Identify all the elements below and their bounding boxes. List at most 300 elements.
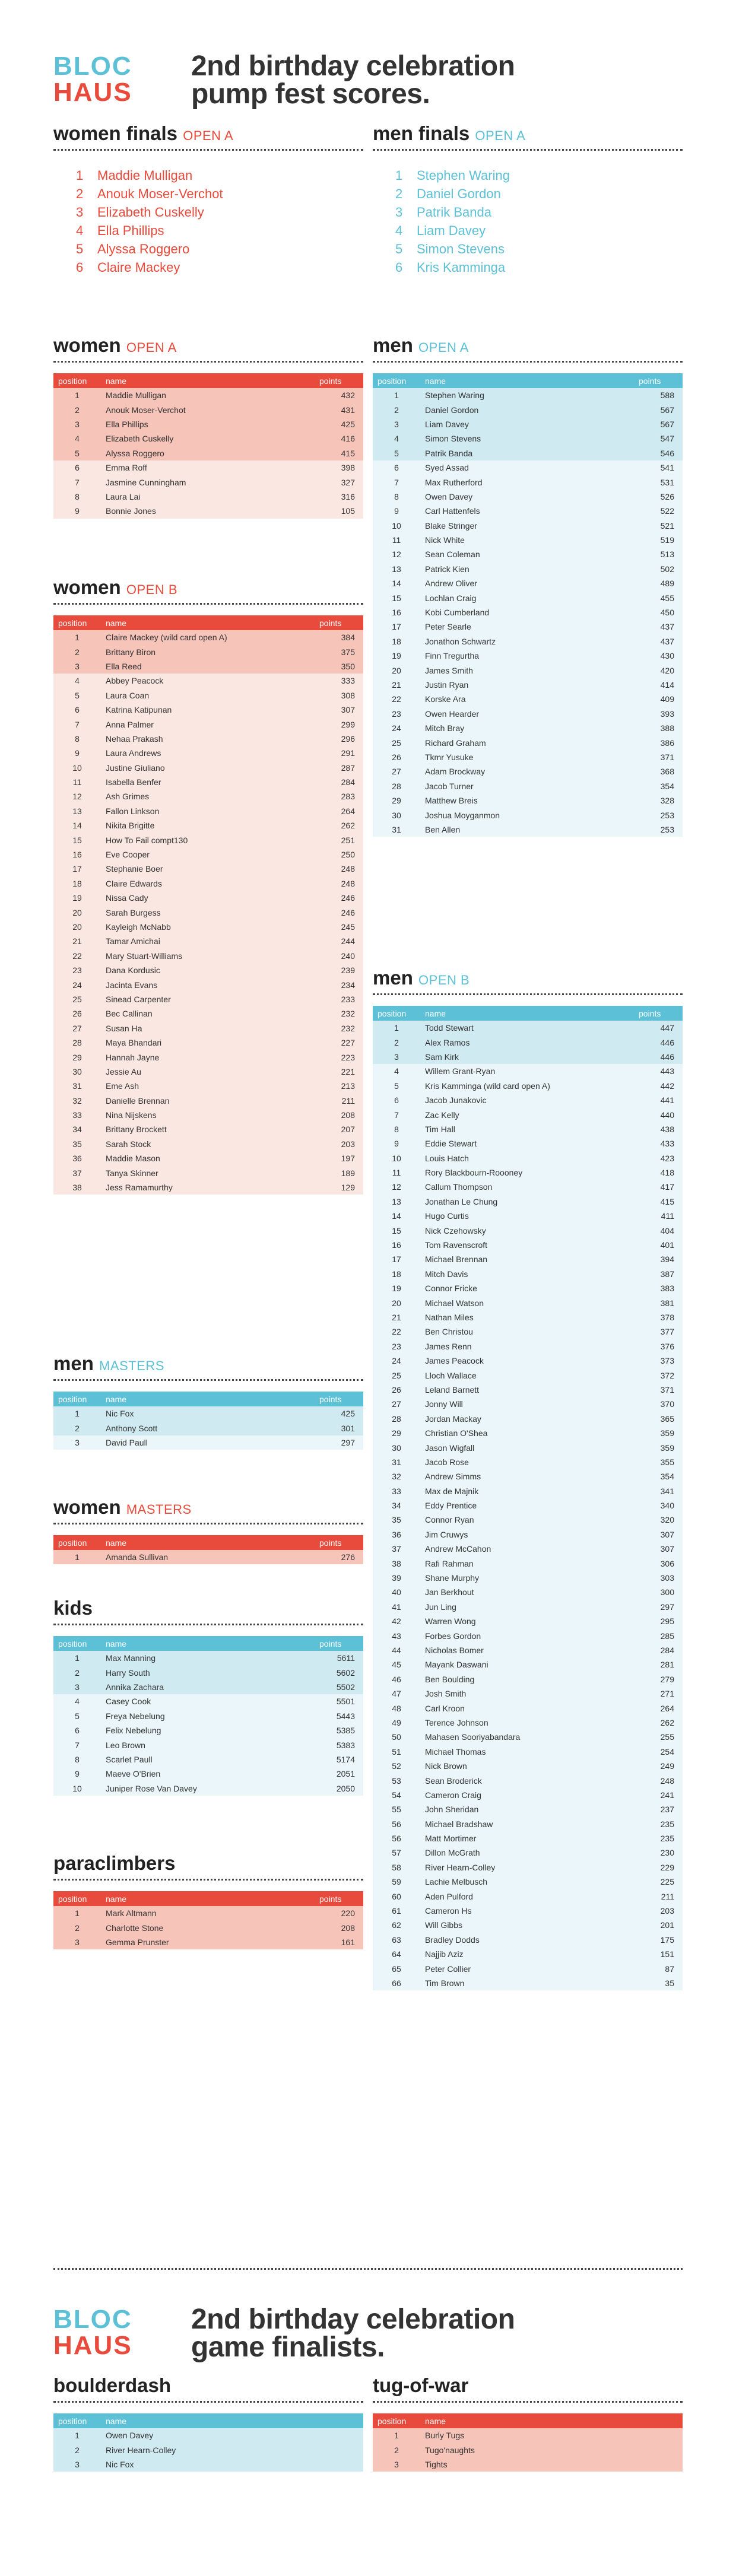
cell-name: Abbey Peacock [101,674,315,688]
cell-name: Charlotte Stone [101,1920,315,1935]
cell-points: 245 [315,920,363,934]
cell-points: 502 [634,562,683,576]
cell-points: 283 [315,789,363,803]
finalist-name: Kris Kamminga [417,260,506,275]
cell-points: 489 [634,576,683,590]
cell-position: 25 [373,735,420,749]
cell-points: 377 [634,1324,683,1339]
paraclimbers-section [53,1851,363,1949]
section-title: men [53,1352,94,1374]
cell-points: 241 [634,1788,683,1802]
finalist-name: Claire Mackey [97,260,180,275]
table-row [53,1665,363,1679]
cell-position: 19 [373,1281,420,1295]
table-header-row [53,2413,363,2428]
table-row [373,1295,683,1310]
cell-name: Nic Fox [101,2457,363,2472]
section-heading [373,333,683,360]
cell-name: Carl Kroon [420,1701,634,1715]
cell-name: Ella Reed [101,659,315,674]
table-row [373,1976,683,1990]
cell-name: Callum Thompson [420,1180,634,1194]
cell-name: Shane Murphy [420,1571,634,1585]
table-row [373,1209,683,1223]
cell-points: 373 [634,1354,683,1368]
cell-name: Ash Grimes [101,789,315,803]
table-row [53,1079,363,1093]
table-row [373,1455,683,1469]
table-row [373,1860,683,1875]
cell-name: Susan Ha [101,1021,315,1036]
cell-name: Owen Davey [420,490,634,504]
cell-points: 447 [634,1021,683,1035]
cell-position: 5 [373,446,420,460]
table-row [373,1050,683,1064]
col-header-points: points [634,373,683,388]
cell-position: 26 [373,750,420,764]
cell-name: Amanda Sullivan [101,1550,315,1564]
cell-name: Justine Giuliano [101,761,315,775]
table-row [53,1050,363,1064]
cell-position: 3 [53,1935,101,1949]
cell-points: 271 [634,1686,683,1701]
cell-points: 285 [634,1628,683,1643]
cell-name: Freya Nebelung [101,1709,315,1723]
table-row [373,1412,683,1426]
cell-name: Tamar Amichai [101,934,315,948]
table-header-row [373,2413,683,2428]
cell-name: Sinead Carpenter [101,992,315,1006]
cell-position: 56 [373,1831,420,1846]
cell-name: Juniper Rose Van Davey [101,1781,315,1796]
cell-position: 1 [53,630,101,644]
cell-position: 2 [53,1665,101,1679]
col-header-name: name [420,1006,634,1021]
cell-points: 223 [315,1050,363,1064]
cell-name: Will Gibbs [420,1918,634,1932]
boulderdash-section [53,2374,363,2472]
cell-points: 328 [634,793,683,808]
table-row [373,764,683,779]
cell-name: Alyssa Roggero [101,446,315,460]
col-header-name: name [101,373,315,388]
cell-name: Maddie Mason [101,1151,315,1165]
cell-position: 58 [373,1860,420,1875]
cell-position: 11 [53,775,101,789]
cell-position: 34 [53,1122,101,1136]
table-row [53,1006,363,1021]
cell-points: 333 [315,674,363,688]
cell-position: 13 [53,804,101,818]
finalist-rank: 1 [395,168,403,183]
section-title: women [53,576,121,598]
table-row [53,789,363,803]
cell-points: 417 [634,1180,683,1194]
cell-points: 5174 [315,1752,363,1767]
table-row [373,721,683,735]
cell-position: 20 [53,905,101,919]
cell-position: 28 [373,1412,420,1426]
cell-position: 29 [373,1426,420,1440]
cell-points: 420 [634,663,683,677]
table-row [373,2442,683,2457]
cell-points: 201 [634,1918,683,1932]
cell-position: 38 [53,1180,101,1195]
section-heading [53,1851,363,1878]
cell-position: 45 [373,1657,420,1672]
cell-position: 3 [53,659,101,674]
col-header-name: name [101,1636,315,1651]
dotted-divider [373,993,683,995]
cell-position: 22 [373,1324,420,1339]
table-row [373,1672,683,1686]
cell-points: 250 [315,847,363,862]
table-row [373,1961,683,1975]
cell-name: Jun Ling [420,1600,634,1614]
table-row [373,1180,683,1194]
cell-points: 296 [315,732,363,746]
cell-position: 37 [53,1165,101,1180]
table-row [53,1694,363,1708]
cell-position: 20 [53,920,101,934]
table-row [53,460,363,475]
cell-position: 36 [373,1527,420,1542]
cell-name: Gemma Prunster [101,1935,315,1949]
cell-points: 442 [634,1079,683,1093]
cell-points: 232 [315,1006,363,1021]
cell-points: 431 [315,402,363,417]
cell-position: 5 [53,1709,101,1723]
cell-name: Ben Allen [420,822,634,837]
cell-name: Najjib Aziz [420,1947,634,1961]
cell-name: Lloch Wallace [420,1368,634,1382]
cell-position: 61 [373,1904,420,1918]
cell-name: Anthony Scott [101,1421,315,1435]
finalist-name: Alyssa Roggero [97,242,190,256]
cell-points: 197 [315,1151,363,1165]
cell-position: 29 [53,1050,101,1064]
cell-name: Cameron Craig [420,1788,634,1802]
cell-name: Hugo Curtis [420,1209,634,1223]
table-row [53,1180,363,1195]
section-heading [53,333,363,360]
table-row [53,1435,363,1450]
men-open-b-section [373,966,683,1990]
col-header-points: points [315,1891,363,1906]
table-row [53,2457,363,2472]
cell-name: River Hearn-Colley [101,2442,363,2457]
section-heading [53,1596,363,1622]
cell-name: Brittany Biron [101,644,315,659]
finalist-rank: 2 [395,186,403,201]
dotted-divider [53,361,363,363]
table-row [53,920,363,934]
cell-points: 230 [634,1846,683,1860]
col-header-points: points [634,1006,683,1021]
table-row [53,1723,363,1738]
cell-points: 398 [315,460,363,475]
cell-name: Bradley Dodds [420,1933,634,1947]
cell-name: Elizabeth Cuskelly [101,431,315,446]
cell-name: Nehaa Prakash [101,732,315,746]
cell-name: Leland Barnett [420,1383,634,1397]
cell-name: Tim Hall [420,1122,634,1136]
dotted-divider [373,149,683,151]
cell-position: 47 [373,1686,420,1701]
cell-position: 27 [373,1397,420,1411]
cell-points: 388 [634,721,683,735]
cell-name: Jacob Rose [420,1455,634,1469]
cell-position: 8 [53,490,101,504]
cell-name: John Sheridan [420,1802,634,1816]
cell-position: 48 [373,1701,420,1715]
cell-points: 316 [315,490,363,504]
cell-position: 6 [53,460,101,475]
table-row [373,1947,683,1961]
cell-points: 430 [634,649,683,663]
cell-position: 66 [373,1976,420,1990]
cell-name: Tugo'naughts [420,2442,683,2457]
cell-points: 320 [634,1513,683,1527]
cell-position: 2 [53,1920,101,1935]
col-header-name: name [101,2413,363,2428]
cell-name: Jim Cruwys [420,1527,634,1542]
table-row [53,1680,363,1694]
table-header-row [373,1006,683,1021]
tug-of-war-section [373,2374,683,2472]
cell-points: 175 [634,1933,683,1947]
table-row [53,732,363,746]
cell-position: 8 [373,490,420,504]
cell-name: How To Fail compt130 [101,833,315,847]
cell-position: 4 [53,1694,101,1708]
table-header-row [53,1392,363,1406]
finalist-name: Liam Davey [417,223,486,238]
table-row [373,533,683,547]
cell-position: 5 [373,1079,420,1093]
cell-name: Jasmine Cunningham [101,475,315,489]
cell-name: Hannah Jayne [101,1050,315,1064]
section-subtitle: OPEN A [418,340,469,355]
table-row [373,678,683,692]
cell-name: Tights [420,2457,683,2472]
cell-name: Matt Mortimer [420,1831,634,1846]
cell-points: 375 [315,644,363,659]
cell-position: 1 [53,1906,101,1920]
cell-position: 3 [53,417,101,431]
cell-position: 1 [53,2428,101,2442]
table-row [373,1875,683,1889]
table-row [373,808,683,822]
table-row [53,475,363,489]
cell-name: Richard Graham [420,735,634,749]
finalist-name: Patrik Banda [417,205,491,220]
scores-table [373,373,683,837]
table-row [373,1628,683,1643]
cell-position: 6 [53,703,101,717]
men-finals-section [373,122,683,277]
cell-position: 7 [373,475,420,489]
cell-points: 246 [315,891,363,905]
cell-points: 213 [315,1079,363,1093]
table-row [373,1021,683,1035]
cell-name: Patrick Kien [420,562,634,576]
cell-position: 30 [53,1065,101,1079]
cell-points: 251 [315,833,363,847]
cell-name: Eve Cooper [101,847,315,862]
cell-name: Stephen Waring [420,388,634,402]
cell-name: Liam Davey [420,417,634,431]
cell-name: Daniel Gordon [420,402,634,417]
table-row [373,1122,683,1136]
cell-name: Eme Ash [101,1079,315,1093]
cell-points: 354 [634,779,683,793]
section-title: boulderdash [53,2374,172,2396]
table-row [53,446,363,460]
table-row [373,1310,683,1324]
cell-position: 42 [373,1614,420,1628]
dotted-divider [373,361,683,363]
col-header-name: name [101,1535,315,1550]
table-row [53,1651,363,1665]
table-row [373,431,683,446]
section-subtitle: OPEN B [126,582,177,597]
cell-position: 2 [373,1035,420,1049]
table-row [373,1904,683,1918]
cell-position: 3 [53,2457,101,2472]
cell-position: 17 [53,862,101,876]
cell-points: 372 [634,1368,683,1382]
cell-points: 5385 [315,1723,363,1738]
cell-points: 297 [634,1600,683,1614]
table-row [373,1136,683,1151]
cell-position: 29 [373,793,420,808]
cell-name: Owen Davey [101,2428,363,2442]
cell-points: 233 [315,992,363,1006]
cell-points: 409 [634,692,683,706]
table-row [373,1238,683,1252]
cell-position: 18 [373,634,420,649]
col-header-name: name [420,2413,683,2428]
finals-list [53,166,363,277]
cell-name: James Peacock [420,1354,634,1368]
table-row [53,490,363,504]
table-row [373,460,683,475]
table-row [373,1542,683,1556]
table-row [53,1406,363,1421]
finalist-name: Elizabeth Cuskelly [97,205,204,220]
table-row [373,1686,683,1701]
table-row [53,674,363,688]
table-row [373,620,683,634]
cell-points: 350 [315,659,363,674]
table-row [53,1108,363,1122]
table-row [373,417,683,431]
finalist-rank: 6 [76,260,84,275]
cell-points: 244 [315,934,363,948]
table-row [373,1773,683,1787]
cell-points: 279 [634,1672,683,1686]
cell-position: 22 [373,692,420,706]
cell-name: Nick Czehowsky [420,1223,634,1237]
cell-name: David Paull [101,1435,315,1450]
cell-position: 23 [53,963,101,977]
cell-name: Kayleigh McNabb [101,920,315,934]
cell-name: Michael Watson [420,1295,634,1310]
cell-points: 306 [634,1556,683,1570]
table-row [373,1918,683,1932]
cell-points: 415 [634,1195,683,1209]
svg-text:BLOC: BLOC [53,52,132,81]
cell-points: 262 [315,818,363,833]
cell-position: 7 [53,1738,101,1752]
cell-points: 341 [634,1484,683,1498]
cell-position: 1 [53,1651,101,1665]
cell-points: 387 [634,1267,683,1281]
col-header-position: position [373,373,420,388]
cell-name: Nathan Miles [420,1310,634,1324]
cell-points: 295 [634,1614,683,1628]
cell-position: 17 [373,1252,420,1266]
dotted-divider [53,603,363,605]
table-row [53,775,363,789]
table-row [373,1816,683,1831]
cell-position: 46 [373,1672,420,1686]
cell-points: 378 [634,1310,683,1324]
table-row [373,1730,683,1744]
cell-name: Connor Ryan [420,1513,634,1527]
section-heading [53,1495,363,1522]
finalist-rank: 4 [76,223,84,238]
cell-name: Justin Ryan [420,678,634,692]
cell-position: 40 [373,1585,420,1599]
section-subtitle: OPEN A [126,340,177,355]
cell-position: 28 [373,779,420,793]
cell-points: 394 [634,1252,683,1266]
cell-position: 43 [373,1628,420,1643]
cell-position: 9 [373,504,420,518]
finalist-name: Simon Stevens [417,242,505,256]
cell-name: Fallon Linkson [101,804,315,818]
section-subtitle: OPEN B [418,973,470,987]
table-row [53,402,363,417]
cell-points: 221 [315,1065,363,1079]
cell-points: 450 [634,605,683,620]
cell-points: 438 [634,1122,683,1136]
table-row [373,649,683,663]
cell-points: 5501 [315,1694,363,1708]
cell-name: Bonnie Jones [101,504,315,518]
cell-name: Emma Roff [101,460,315,475]
finalist-item [76,166,363,185]
table-row [373,1831,683,1846]
svg-text:BLOC: BLOC [53,2305,132,2334]
cell-position: 1 [53,388,101,402]
cell-points: 359 [634,1426,683,1440]
cell-name: Stephanie Boer [101,862,315,876]
scores-table [53,1636,363,1796]
cell-position: 12 [373,547,420,561]
cell-points: 393 [634,707,683,721]
table-row [373,1802,683,1816]
table-row [373,547,683,561]
finalist-name: Daniel Gordon [417,186,501,201]
dotted-divider [53,1523,363,1524]
cell-points: 211 [634,1889,683,1903]
cell-position: 25 [53,992,101,1006]
cell-name: Claire Mackey (wild card open A) [101,630,315,644]
cell-position: 25 [373,1368,420,1382]
